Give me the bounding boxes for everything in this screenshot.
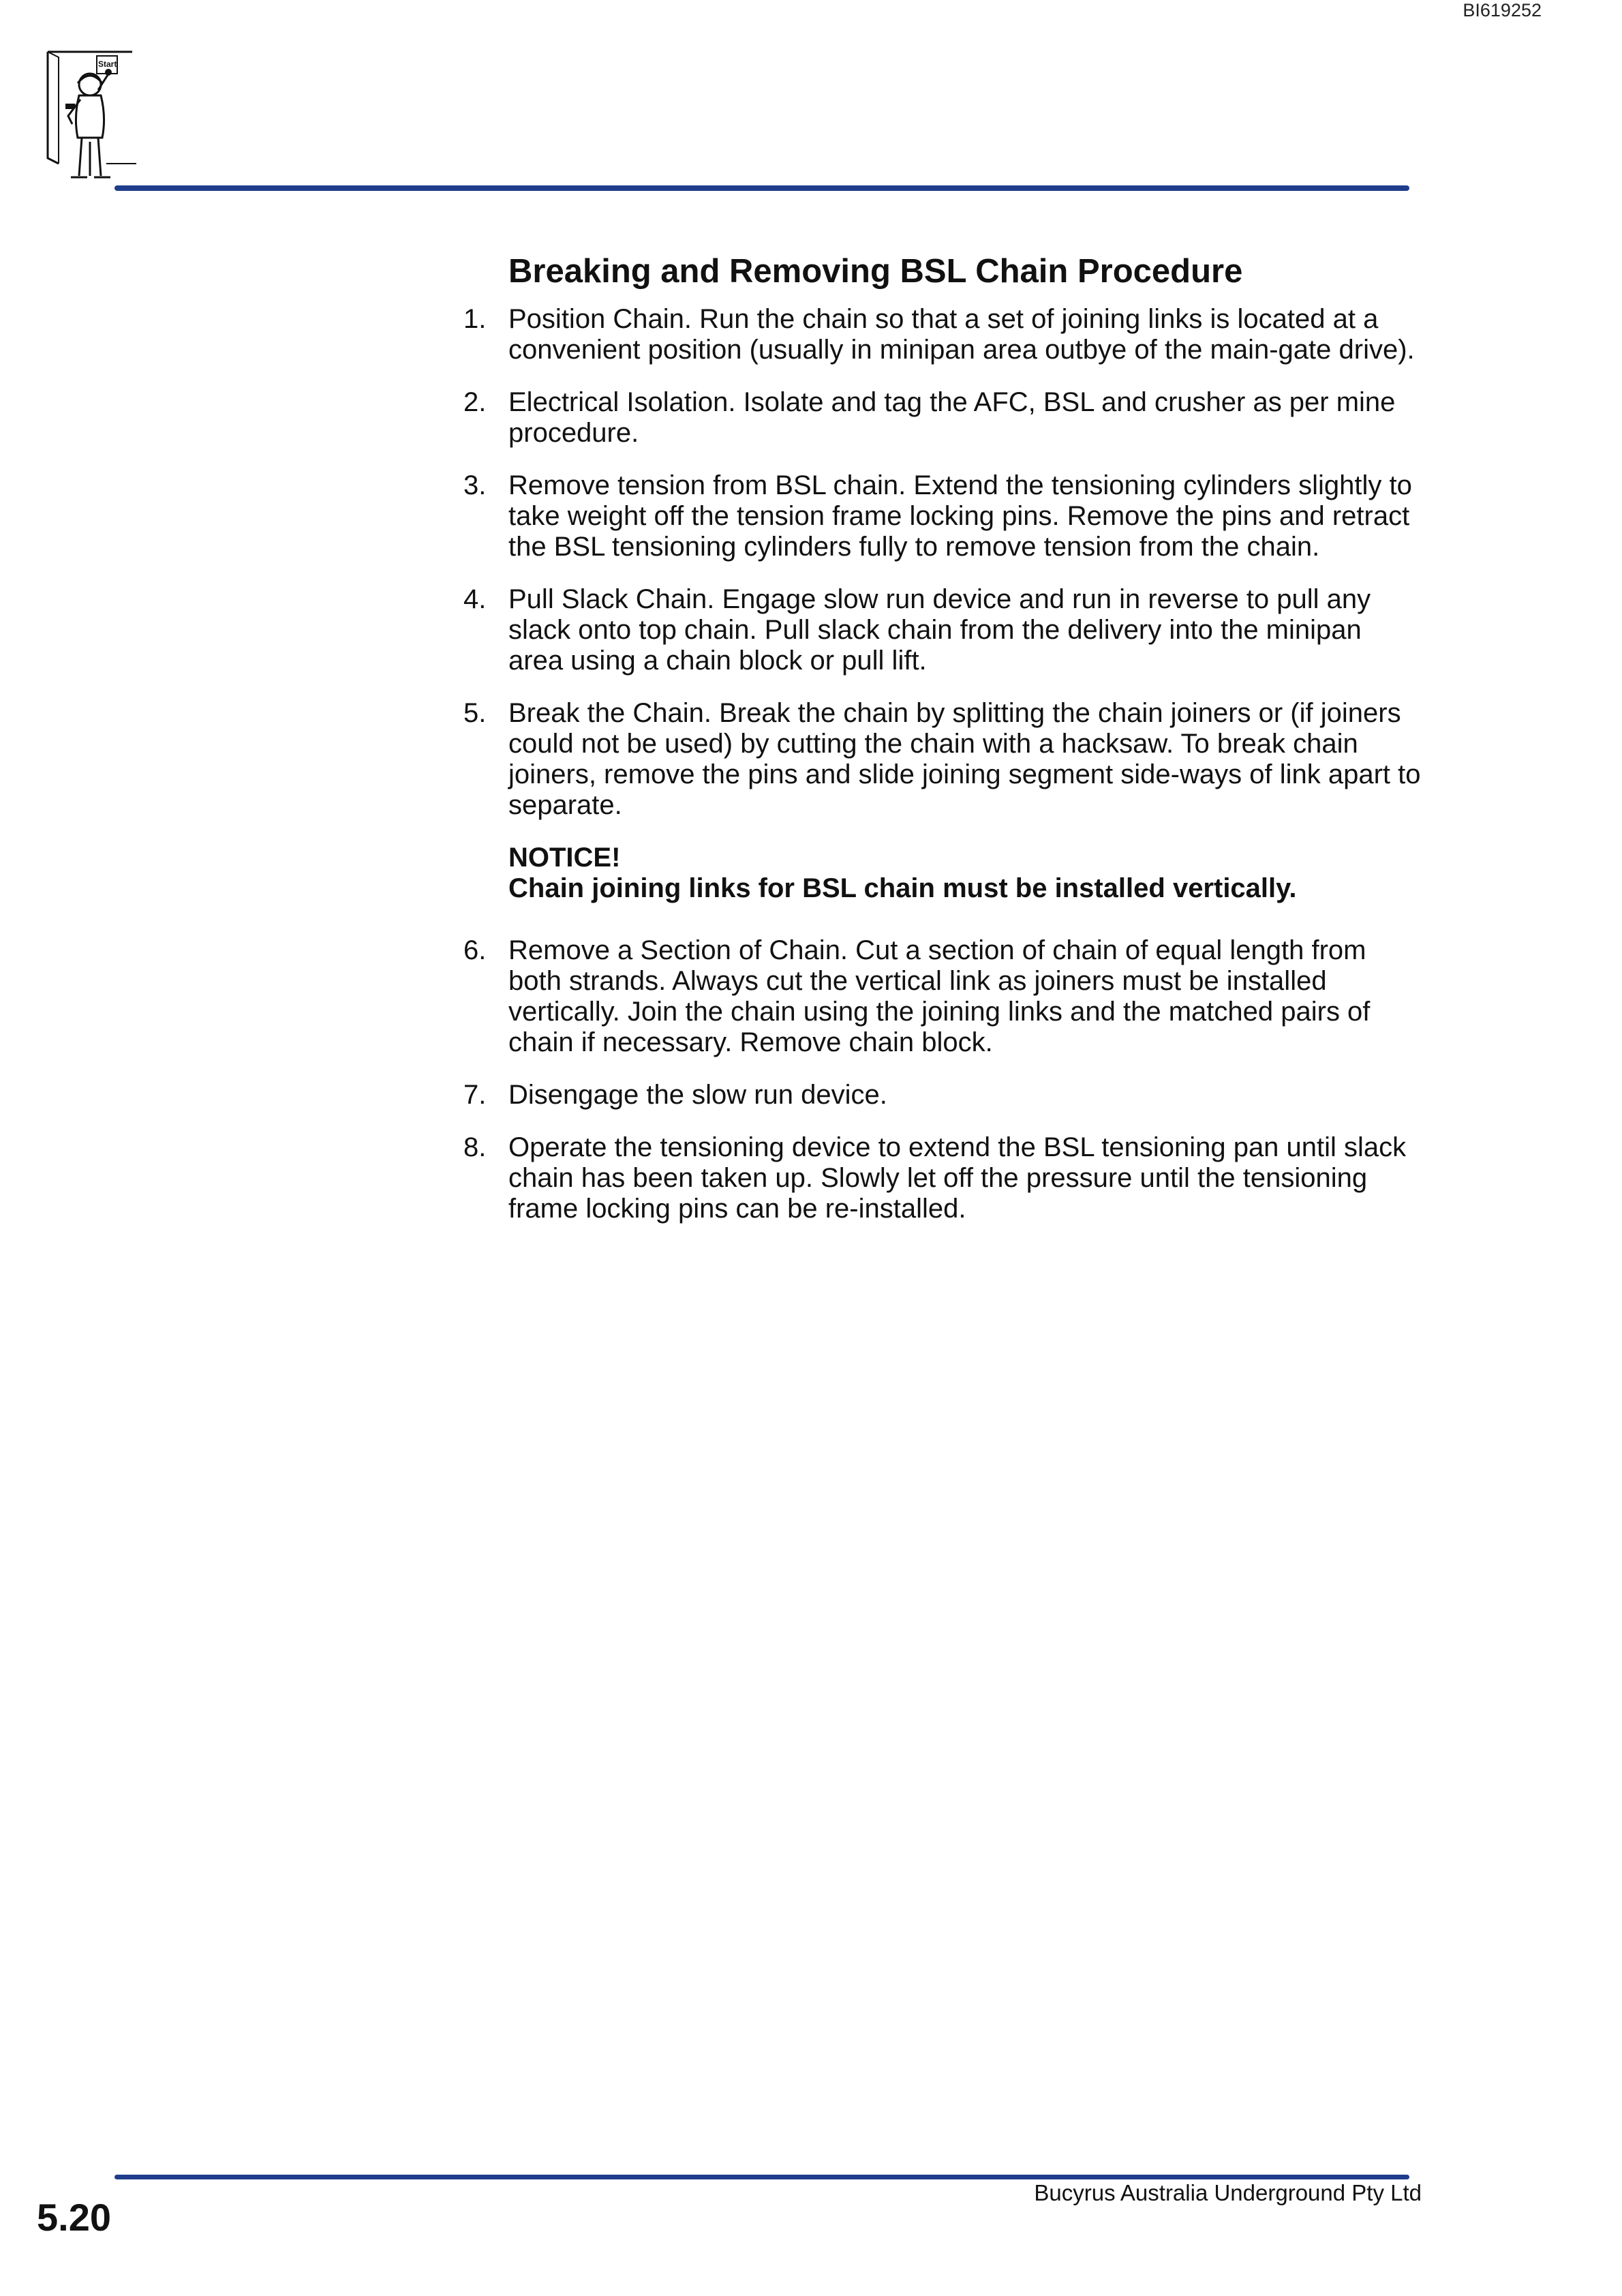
step-item	[463, 304, 1431, 365]
step-number: 5.	[463, 698, 487, 728]
company-name: Bucyrus Australia Underground Pty Ltd	[1034, 2180, 1422, 2205]
step-number: 6.	[463, 935, 487, 965]
step-number: 1.	[463, 304, 487, 334]
step-item	[463, 470, 1431, 562]
step-item	[463, 1080, 1431, 1111]
procedure-steps	[463, 304, 1431, 821]
step-text: Pull Slack Chain. Engage slow run device and run in reverse to pull any slack onto top chain. Pull slack chain from the delivery into the minipan area using a chain block or pull lift.	[508, 584, 1371, 676]
step-item	[463, 584, 1431, 676]
notice-heading: NOTICE!	[508, 843, 621, 873]
step-number: 3.	[463, 470, 487, 500]
step-number: 2.	[463, 387, 487, 417]
procedure-steps-continued	[463, 935, 1431, 1224]
procedure-content	[463, 251, 1431, 1246]
step-text: Remove a Section of Chain. Cut a section of chain of equal length from both strands. Always cut the vertical link as joiners must be installed vertically. Join the chain using the joining links and the matched pairs of chain if necessary. Remove chain block.	[508, 935, 1371, 1057]
start-worker-icon	[44, 49, 138, 185]
step-text: Remove tension from BSL chain. Extend the tensioning cylinders slightly to take weight off the tension frame locking pins. Remove the pins and retract the BSL tensioning cylinders fully to remove tension from the chain.	[508, 470, 1412, 562]
notice-block	[508, 843, 1431, 904]
step-text: Break the Chain. Break the chain by splitting the chain joiners or (if joiners could not be used) by cutting the chain with a hacksaw. To break chain joiners, remove the pins and slide joining segment side-ways of link apart to separate.	[508, 698, 1421, 820]
step-number: 7.	[463, 1080, 487, 1110]
step-item	[463, 1132, 1431, 1224]
step-text: Operate the tensioning device to extend the BSL tensioning pan until slack chain has been taken up. Slowly let off the pressure until the tensioning frame locking pins can be re-installed.	[508, 1132, 1407, 1224]
step-item	[463, 387, 1431, 449]
step-number: 8.	[463, 1132, 487, 1162]
step-item	[463, 935, 1431, 1058]
step-number: 4.	[463, 584, 487, 614]
step-text: Electrical Isolation. Isolate and tag the AFC, BSL and crusher as per mine procedure.	[508, 387, 1396, 448]
step-item	[463, 698, 1431, 821]
page-title: Breaking and Removing BSL Chain Procedure	[508, 253, 1243, 290]
step-text: Position Chain. Run the chain so that a set of joining links is located at a convenient position (usually in minipan area outbye of the main-gate drive).	[508, 304, 1415, 365]
header-rule	[114, 185, 1409, 191]
notice-text: Chain joining links for BSL chain must be installed vertically.	[508, 873, 1297, 903]
page-number: 5.20	[37, 2196, 111, 2239]
step-text: Disengage the slow run device.	[508, 1080, 887, 1110]
footer-rule	[114, 2175, 1409, 2179]
start-label: Start	[98, 59, 117, 69]
document-id: BI619252	[1463, 0, 1542, 20]
